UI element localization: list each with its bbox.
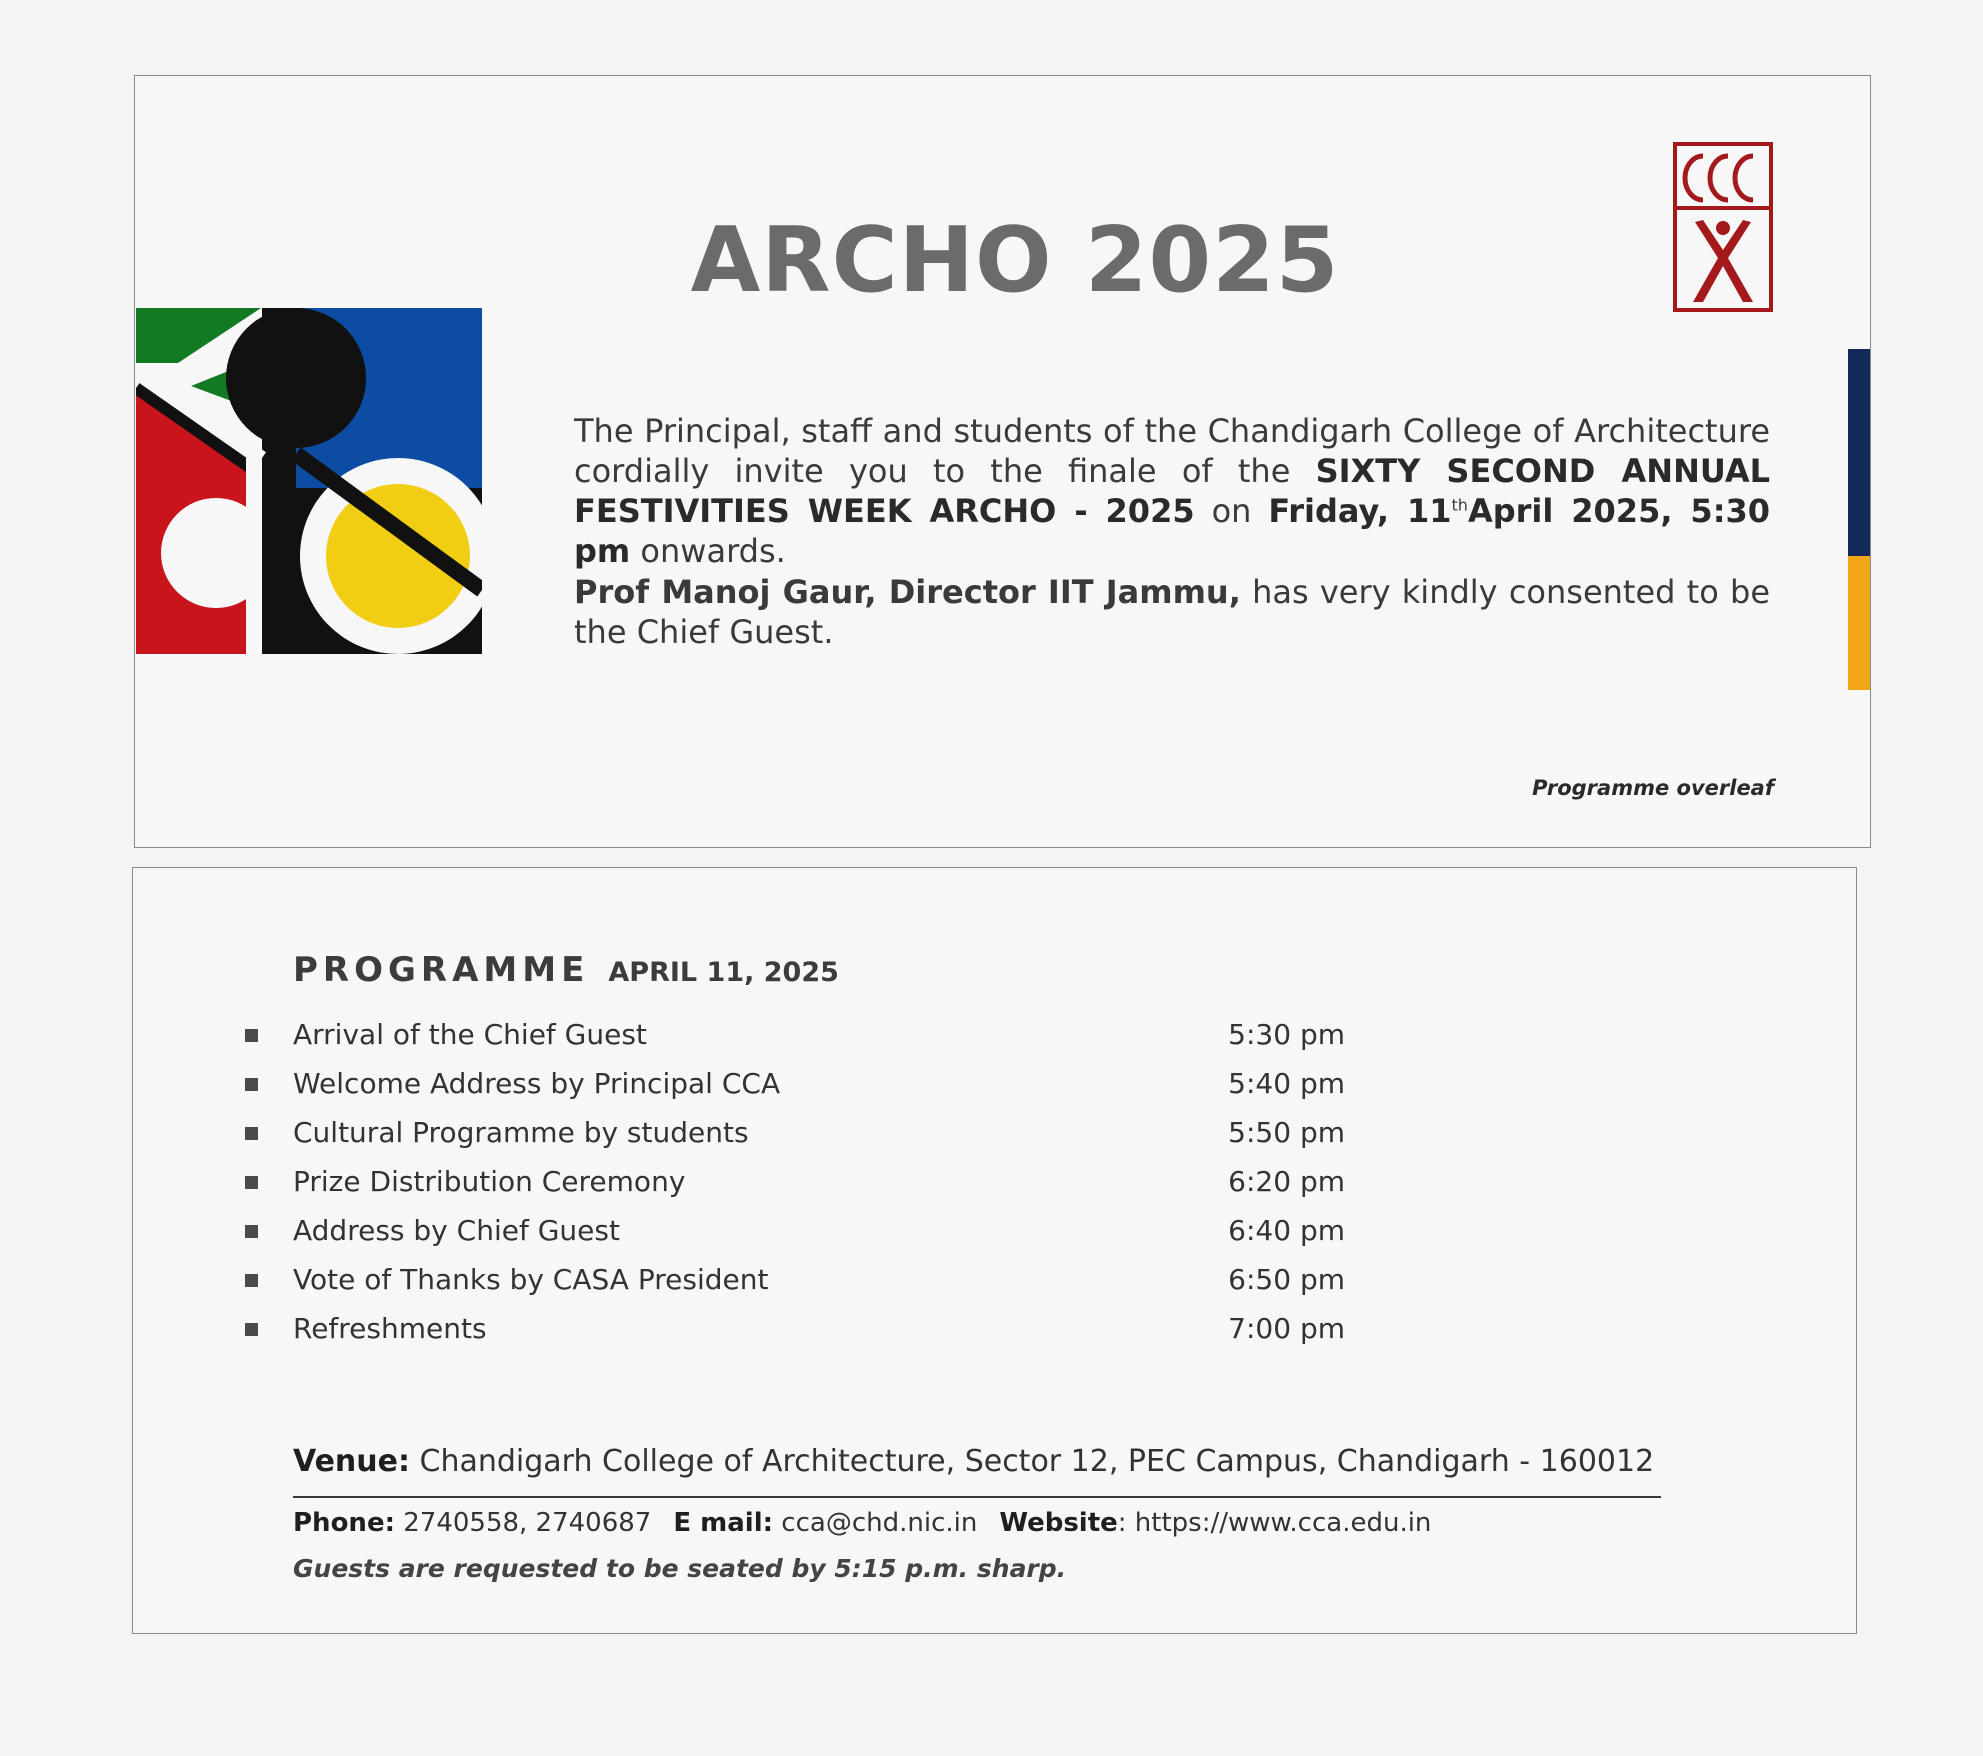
item-time: 6:40 pm (1228, 1214, 1345, 1247)
chief-guest-text: Prof Manoj Gaur, Director IIT Jammu, has very kindly consented to be the Chief Guest. (574, 573, 1771, 651)
programme-title: PROGRAMME (293, 950, 590, 990)
email-link[interactable]: cca@chd.nic.in (773, 1508, 978, 1538)
item-time: 6:20 pm (1228, 1165, 1345, 1198)
square-bullet-icon (245, 1127, 258, 1140)
venue-line: Venue: Chandigarh College of Architecture, Sector 12, PEC Campus, Chandigarh - 160012 (293, 1444, 1655, 1479)
item-label: Cultural Programme by students (293, 1116, 749, 1149)
square-bullet-icon (245, 1225, 258, 1238)
accent-bar-orange (1848, 556, 1870, 690)
item-label: Address by Chief Guest (293, 1214, 620, 1247)
square-bullet-icon (245, 1078, 258, 1091)
square-bullet-icon (245, 1029, 258, 1042)
item-time: 6:50 pm (1228, 1263, 1345, 1296)
item-time: 5:50 pm (1228, 1116, 1345, 1149)
item-time: 5:40 pm (1228, 1067, 1345, 1100)
archo-logo (136, 308, 482, 654)
square-bullet-icon (245, 1274, 258, 1287)
accent-bar-navy (1848, 349, 1870, 556)
item-time: 7:00 pm (1228, 1312, 1345, 1345)
cca-emblem (1673, 142, 1773, 312)
programme-item (245, 1310, 1345, 1359)
item-label: Welcome Address by Principal CCA (293, 1067, 781, 1100)
programme-date: APRIL 11, 2025 (608, 957, 839, 988)
programme-item (245, 1163, 1345, 1212)
item-time: 5:30 pm (1228, 1018, 1345, 1051)
programme-item (245, 1261, 1345, 1310)
website-link[interactable]: : https://www.cca.edu.in (1117, 1508, 1432, 1538)
invitation-text: The Principal, staff and students of the Chandigarh College of Architecture cordially invite you to the finale of the SIXTY SECOND ANNUAL FESTIVITIES WEEK ARCHO - 2025 on Friday, 11thApril 2025, 5:30 pm onwards. (574, 412, 1771, 570)
square-bullet-icon (245, 1176, 258, 1189)
square-bullet-icon (245, 1323, 258, 1336)
programme-card (132, 867, 1857, 1634)
programme-list (245, 1016, 1345, 1359)
contact-line: Phone: 2740558, 2740687 E mail: cca@chd.nic.in Website: https://www.cca.edu.in (293, 1508, 1432, 1538)
programme-overleaf-note: Programme overleaf (1532, 776, 1774, 800)
programme-heading (293, 950, 839, 990)
programme-item (245, 1016, 1345, 1065)
programme-item (245, 1065, 1345, 1114)
item-label: Vote of Thanks by CASA President (293, 1263, 769, 1296)
programme-item (245, 1212, 1345, 1261)
divider (293, 1496, 1661, 1498)
item-label: Arrival of the Chief Guest (293, 1018, 647, 1051)
programme-item (245, 1114, 1345, 1163)
event-title: ARCHO 2025 (690, 208, 1340, 313)
invitation-card (134, 75, 1871, 848)
item-label: Prize Distribution Ceremony (293, 1165, 686, 1198)
seating-note: Guests are requested to be seated by 5:15 p.m. sharp. (293, 1554, 1067, 1583)
item-label: Refreshments (293, 1312, 487, 1345)
